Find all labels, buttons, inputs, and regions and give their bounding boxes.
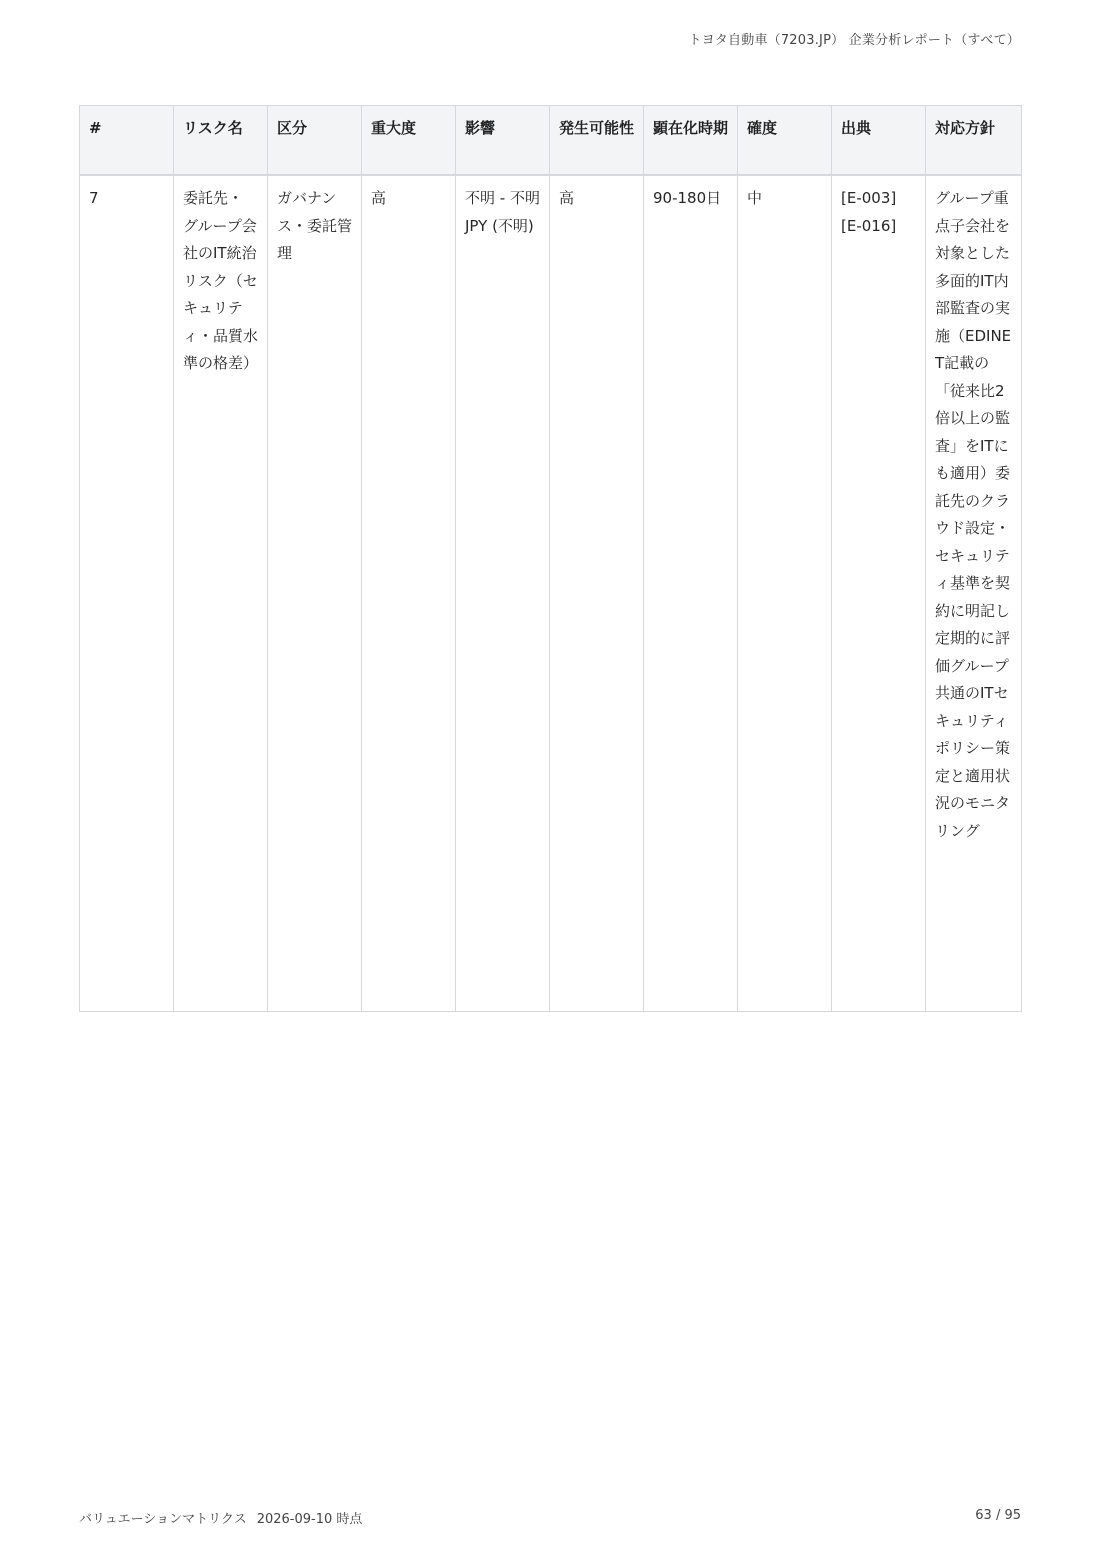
cell-confidence: 中 <box>738 175 832 1011</box>
page-number: 63 / 95 <box>975 1508 1021 1523</box>
column-header-confidence: 確度 <box>738 106 832 176</box>
page-header-title: トヨタ自動車（7203.JP） 企業分析レポート（すべて） <box>688 33 1020 48</box>
cell-timing: 90-180日 <box>644 175 738 1011</box>
column-header-response: 対応方針 <box>926 106 1022 176</box>
cell-risk-name: 委託先・グループ会社のIT統治リスク（セキュリティ・品質水準の格差） <box>174 175 268 1011</box>
as-of-date: 2026-09-10 時点 <box>256 1512 363 1527</box>
column-header-risk-name: リスク名 <box>174 106 268 176</box>
cell-response: グループ重点子会社を対象とした多面的IT内部監査の実施（EDINET記載の「従来比2倍以上の監査」をITにも適用）委託先のクラウド設定・セキュリティ基準を契約に明記し定期的に評価グループ共通のITセキュリティポリシー策定と適用状況のモニタリング <box>926 175 1022 1011</box>
column-header-likelihood: 発生可能性 <box>550 106 644 176</box>
column-header-impact: 影響 <box>456 106 550 176</box>
cell-category: ガバナンス・委託管理 <box>268 175 362 1011</box>
page-footer-publisher <box>79 1508 362 1527</box>
column-header-category: 区分 <box>268 106 362 176</box>
column-header-timing: 顕在化時期 <box>644 106 738 176</box>
cell-severity: 高 <box>362 175 456 1011</box>
source-reference: [E-016] <box>841 216 897 235</box>
publisher-name: バリュエーションマトリクス <box>79 1512 247 1527</box>
table-header-row <box>80 106 1022 176</box>
cell-likelihood: 高 <box>550 175 644 1011</box>
cell-impact: 不明 - 不明 JPY (不明) <box>456 175 550 1011</box>
column-header-number: # <box>80 106 174 176</box>
source-reference: [E-003] <box>841 189 897 207</box>
column-header-severity: 重大度 <box>362 106 456 176</box>
table-row <box>80 175 1022 1011</box>
cell-number: 7 <box>80 175 174 1011</box>
column-header-sources: 出典 <box>832 106 926 176</box>
cell-sources <box>832 175 926 1011</box>
risk-table <box>79 105 1022 1012</box>
